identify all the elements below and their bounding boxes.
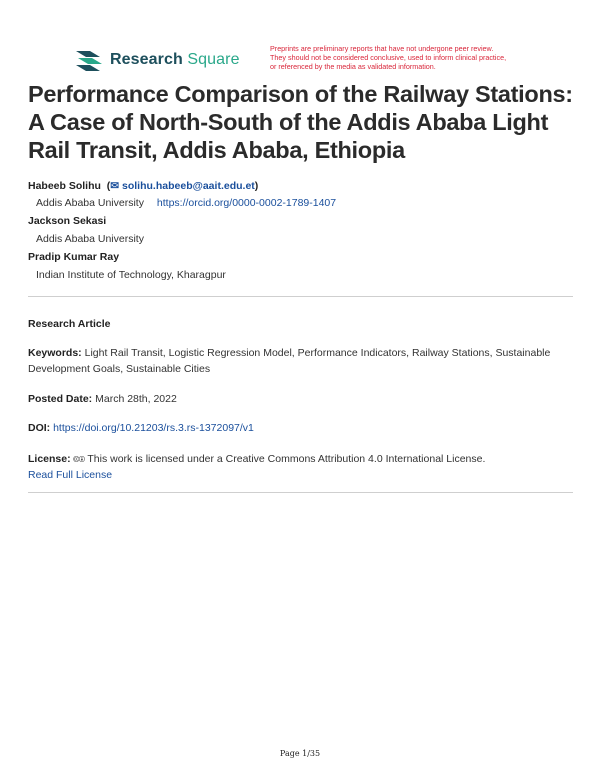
author-affiliation: Indian Institute of Technology, Kharagpur [36, 269, 226, 281]
notice-line: They should not be considered conclusive, used to inform clinical practice, [270, 53, 507, 62]
divider [28, 296, 573, 297]
author-affiliation [36, 197, 336, 209]
doi-label: DOI: [28, 422, 51, 434]
creative-commons-icon: 🅭 [73, 454, 80, 464]
author-name: Jackson Sekasi [28, 215, 107, 227]
author-name-text: Habeeb Solihu [28, 180, 101, 192]
brand-name-part2: Square [187, 51, 240, 68]
read-full-license-link[interactable]: Read Full License [28, 469, 113, 481]
author-name: Pradip Kumar Ray [28, 251, 120, 263]
keywords-label: Keywords: [28, 347, 82, 359]
doi-link[interactable]: https://doi.org/10.21203/rs.3.rs-1372097/v1 [53, 422, 254, 434]
license-text: This work is licensed under a Creative Commons Attribution 4.0 International License. [87, 453, 486, 465]
author-email-link[interactable] [110, 180, 255, 192]
preprint-notice [270, 44, 540, 71]
keywords [28, 345, 573, 377]
author-name [28, 180, 258, 192]
research-square-logo[interactable] [74, 48, 240, 72]
page-number: Page 1/35 [279, 749, 321, 758]
affiliation-text: Addis Ababa University [36, 197, 144, 209]
paper-title: Performance Comparison of the Railway Stations: A Case of North-South of the Addis Ababa Light Rail Transit, Addis Ababa, Ethiopia [28, 81, 573, 163]
article-type-text: Research Article [28, 318, 111, 330]
posted-date [28, 391, 573, 407]
attribution-icon: 🅯 [79, 454, 85, 464]
license-label: License: [28, 453, 71, 465]
brand-name-part1: Research [110, 51, 183, 68]
research-square-logo-icon [74, 48, 104, 72]
keywords-text: Light Rail Transit, Logistic Regression Model, Performance Indicators, Railway Stations, Sustainable Development Goals, Sustainable Cities [28, 347, 551, 375]
posted-date-label: Posted Date: [28, 393, 93, 405]
divider [28, 492, 573, 493]
article-type [28, 316, 573, 332]
license [28, 451, 573, 483]
notice-line: Preprints are preliminary reports that have not undergone peer review. [270, 44, 494, 53]
envelope-icon: ✉ [110, 180, 120, 192]
author-email: solihu.habeeb@aait.edu.et [122, 180, 255, 192]
orcid-link[interactable]: https://orcid.org/0000-0002-1789-1407 [156, 197, 337, 209]
author-affiliation: Addis Ababa University [36, 233, 144, 245]
posted-date-value: March 28th, 2022 [95, 393, 177, 405]
doi [28, 420, 573, 436]
author-email-wrap: (✉ solihu.habeeb@aait.edu.et) [103, 180, 259, 192]
brand-name [110, 51, 240, 69]
notice-line: or referenced by the media as validated information. [270, 62, 436, 71]
